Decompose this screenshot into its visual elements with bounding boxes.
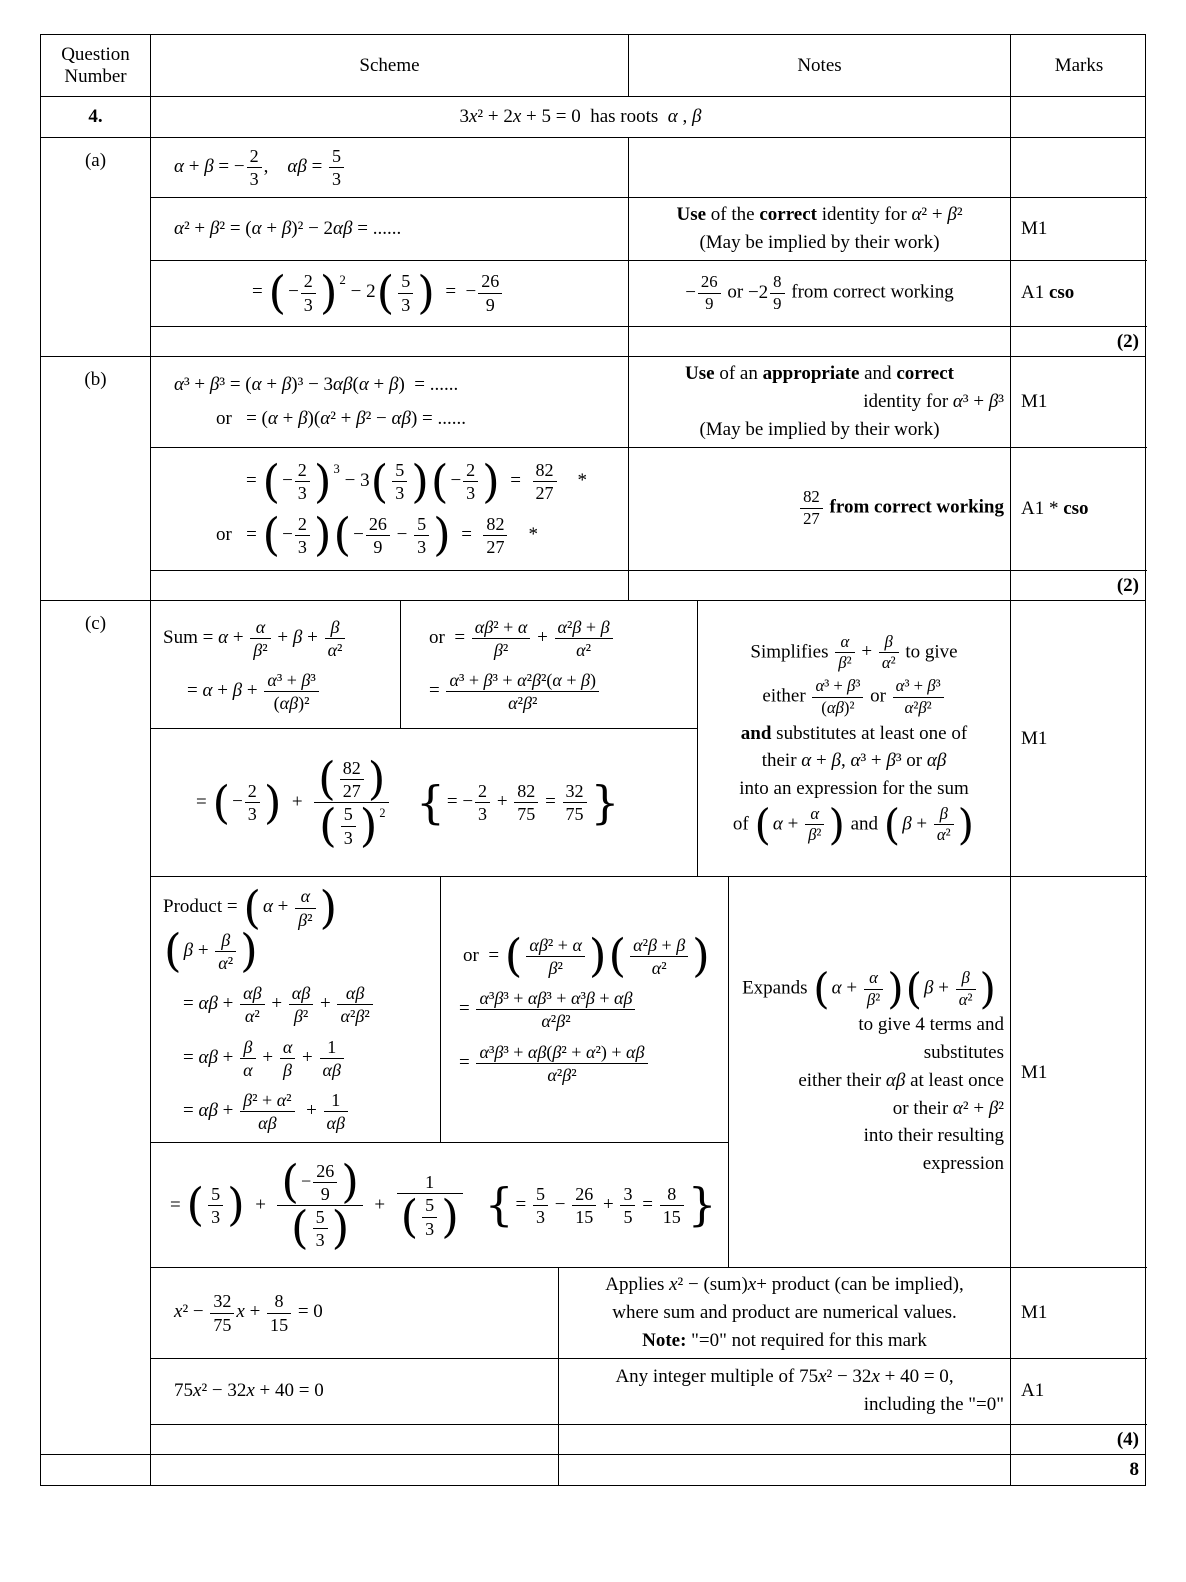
note-line: (May be implied by their work): [699, 418, 940, 440]
header-marks-col: Marks: [1054, 54, 1104, 76]
part-b-row1-marks: [1011, 357, 1147, 446]
part-c-product-notes: [729, 877, 1011, 1267]
note-line: to give 4 terms and: [858, 1014, 1004, 1036]
note-line: $\frac{82}{27}$ from correct working: [635, 488, 1004, 528]
part-c-product-group: [151, 877, 1147, 1268]
note-line: and substitutes at least one of: [740, 722, 968, 744]
note-line: either $\frac{\text{α³ + β³}}{\text{(αβ)²}}$ or $\frac{\text{α³ + β³}}{\text{α²β²}}$: [704, 677, 1004, 717]
part-c-subtotal-notes: [559, 1425, 1011, 1455]
tex-line: 8: [1129, 1459, 1139, 1481]
part-c-sum-marks: [1011, 601, 1147, 876]
tex-line: M1: [1021, 218, 1048, 240]
part-b-row1-notes: [629, 357, 1011, 446]
part-c-sum-right: [401, 601, 698, 728]
total-scheme-cell: [151, 1455, 559, 1485]
part-b-section: [41, 357, 1145, 601]
question-number-cell: 4.: [41, 97, 151, 137]
part-a-row2-scheme: [151, 198, 629, 260]
part-c-quadratic-marks: [1011, 1268, 1147, 1357]
part-b-body: [151, 357, 1147, 600]
math-line: Sum = α + $\frac{\alpha}{\text{β²}}$ + β + $\frac{\beta}{\text{α²}}$: [163, 617, 388, 660]
note-line: (May be implied by their work): [699, 231, 940, 253]
part-c-quadratic-scheme: [151, 1268, 559, 1357]
part-b-row1: [151, 357, 1147, 447]
part-c-integer-notes: [559, 1359, 1011, 1424]
part-a-row2-notes: [629, 198, 1011, 260]
question-row: [41, 97, 1145, 138]
tex-line: M1: [1021, 1302, 1048, 1324]
math-line: α + β = − $\frac{2}{3}$ , αβ = $\frac{5}{3}$: [160, 146, 619, 189]
tex-line: M1: [1021, 1061, 1048, 1083]
tex-line: M1: [1021, 391, 1048, 413]
note-line: or their α² + β²: [892, 1097, 1004, 1119]
math-line: α² + β² = (α + β)² − 2αβ = ......: [174, 218, 402, 240]
math-line: = ( − $\frac{2}{3}$ ) + ( $\frac{82}{27}$ ) ( $\frac{5}{3}$ ) $^2$ { = − $\frac{2}{3}$ + $\frac{82}{75}$ = $\frac{32}{75}$ }: [196, 752, 620, 852]
note-line: into an expression for the sum: [739, 778, 969, 799]
part-a-row3-marks: [1011, 261, 1147, 326]
header-question-col: Question Number: [41, 35, 151, 96]
math-line: = αβ + $\frac{\text{β² + α²}}{\alpha\beta}$ + $\frac{1}{\alpha\beta}$: [163, 1090, 428, 1133]
part-a-subtotal-scheme: [151, 327, 629, 357]
tex-line: A1: [1021, 1380, 1045, 1402]
total-marks-cell: [1011, 1455, 1147, 1485]
math-line: 75x² − 32x + 40 = 0: [174, 1380, 324, 1402]
math-line: = αβ + $\frac{\alpha\beta}{\text{α²}}$ + $\frac{\alpha\beta}{\text{β²}}$ + $\frac{\alpha\beta}{\text{α²β²}}$: [163, 983, 428, 1026]
part-c-product-marks: [1011, 877, 1147, 1267]
part-a-row1: [151, 138, 1147, 198]
part-a-label: (a): [41, 138, 151, 357]
question-statement-marks-cell: [1011, 97, 1147, 137]
part-a-subtotal-notes: [629, 327, 1011, 357]
part-b-row2-notes: [629, 448, 1011, 570]
total-row: [41, 1455, 1145, 1485]
part-a-row3-notes: [629, 261, 1011, 326]
math-line: or = $\frac{\text{αβ² + α}}{\text{β²}}$ + $\frac{\text{α²β + β}}{\text{α²}}$: [413, 617, 686, 660]
math-line: = ( − $\frac{2}{3}$ ) $^2$ − 2 ( $\frac{5}{3}$ ) = − $\frac{26}{9}$: [160, 271, 619, 314]
note-line: including the "=0": [863, 1394, 1004, 1416]
part-c-quadratic-row: [151, 1268, 1147, 1358]
part-b-subtotal-marks: [1011, 571, 1147, 601]
tex-line: A1 cso: [1021, 282, 1075, 304]
question-statement-cell: [151, 97, 1011, 137]
part-a-row1-scheme: [151, 138, 629, 197]
math-line: = ( − $\frac{2}{3}$ ) $^3$ − 3 ( $\frac{5}{3}$ ) ( − $\frac{2}{3}$ ) = $\frac{82}{27}$ *: [246, 454, 588, 508]
note-line: Expands ( α + $\frac{\alpha}{\text{β²}}$ ) ( β + $\frac{\beta}{\text{α²}}$ ): [742, 964, 996, 1014]
part-a-subtotal-row: [151, 327, 1147, 357]
part-c-subtotal-row: [151, 1425, 1147, 1455]
tex-line: (2): [1116, 330, 1139, 352]
note-line: Any integer multiple of 75x² − 32x + 40 = 0,: [615, 1366, 954, 1388]
part-a-row2: [151, 198, 1147, 261]
math-line: = $\frac{\text{α³β³ + αβ³ + α³β + αβ}}{\text{α²β²}}$: [453, 988, 717, 1031]
part-b-subtotal-notes: [629, 571, 1011, 601]
math-line: = α + β + $\frac{\text{α³ + β³}}{\text{(αβ)²}}$: [163, 670, 388, 713]
math-line: = $\frac{\text{α³β³ + αβ(β² + α²) + αβ}}{\text{α²β²}}$: [453, 1042, 717, 1085]
math-line: x² − $\frac{32}{75}$ x + $\frac{8}{15}$ = 0: [174, 1291, 323, 1335]
note-line: − $\frac{26}{9}$ or −2 $\frac{8}{9}$ from correct working: [685, 271, 954, 313]
part-c-section: [41, 601, 1145, 1455]
part-b-row2-marks: [1011, 448, 1147, 570]
total-question-cell: [41, 1455, 151, 1485]
header-row: [41, 35, 1145, 97]
note-line: where sum and product are numerical values.: [612, 1302, 957, 1324]
part-a-row2-marks: [1011, 198, 1147, 260]
part-c-sum-notes: [698, 601, 1011, 876]
math-line: or = ( − $\frac{2}{3}$ ) ( − $\frac{26}{9}$ − $\frac{5}{3}$ ) = $\frac{82}{27}$ *: [216, 508, 538, 562]
math-line: Product = ( α + $\frac{\alpha}{\text{β²}}$ ) ( β + $\frac{\beta}{\text{α²}}$ ): [163, 880, 338, 978]
part-c-subtotal-scheme: [151, 1425, 559, 1455]
note-line: their α + β, α³ + β³ or αβ: [761, 750, 947, 772]
part-a-row3-scheme: [151, 261, 629, 326]
part-a-body: [151, 138, 1147, 357]
note-line: of ( α + $\frac{\alpha}{\text{β²}}$ ) and ( β + $\frac{\beta}{\text{α²}}$ ): [732, 799, 975, 849]
note-line: Use of an appropriate and correct: [685, 363, 954, 385]
tex-line: M1: [1021, 728, 1048, 750]
part-c-sum-group: [151, 601, 1147, 877]
note-line: expression: [922, 1153, 1004, 1175]
part-c-quadratic-notes: [559, 1268, 1011, 1357]
part-c-sum-identities: [151, 601, 697, 729]
part-b-row2: [151, 448, 1147, 571]
part-c-integer-row: [151, 1359, 1147, 1425]
part-c-integer-scheme: [151, 1359, 559, 1424]
math-line: or = (α + β)(α² + β² − αβ) = ......: [216, 408, 466, 430]
part-b-label: (b): [41, 357, 151, 600]
math-line: = $\frac{\text{α³ + β³ + α²β²(α + β)}}{\text{α²β²}}$: [413, 670, 686, 713]
tex-line: (2): [1116, 574, 1139, 596]
part-c-product-left: [151, 877, 441, 1142]
math-line: α³ + β³ = (α + β)³ − 3αβ(α + β) = ......: [174, 374, 459, 396]
math-line: = ( $\frac{5}{3}$ ) + ( − $\frac{26}{9}$ ) ( $\frac{5}{3}$ ) + 1 ( $\frac{5}{3}$ ) { = $\frac{5}{3}$ − $\frac{26}{15}$ + $\frac{3}{5}$ = $\frac{8}{15}$ }: [170, 1154, 717, 1255]
note-line: either their αβ at least once: [798, 1069, 1004, 1091]
note-line: identity for α³ + β³: [863, 391, 1004, 413]
math-line: = αβ + $\frac{\beta}{\alpha}$ + $\frac{\alpha}{\beta}$ + $\frac{1}{\alpha\beta}$: [163, 1037, 428, 1080]
total-notes-cell: [559, 1455, 1011, 1485]
tex-line: 3x² + 2x + 5 = 0 has roots α , β: [459, 106, 702, 127]
part-c-integer-marks: [1011, 1359, 1147, 1424]
note-line: Applies x² − (sum)x+ product (can be implied),: [605, 1274, 964, 1296]
note-line: substitutes: [923, 1042, 1004, 1064]
header-scheme-col: Scheme: [151, 35, 629, 96]
math-line: or = ( $\frac{\text{αβ² + α}}{\text{β²}}$ ) ( $\frac{\text{α²β + β}}{\text{α²}}$ ): [463, 929, 710, 983]
part-b-row1-scheme: [151, 357, 629, 446]
part-c-label: (c): [41, 601, 151, 1454]
note-line: into their resulting: [863, 1125, 1004, 1147]
part-c-product-identities: [151, 877, 728, 1143]
part-b-row2-scheme: [151, 448, 629, 570]
tex-line: A1 * cso: [1021, 497, 1089, 519]
part-c-product-right: [441, 877, 729, 1142]
part-a-row3: [151, 261, 1147, 327]
part-c-product-evaluation: [151, 1143, 728, 1267]
note-line: Use of the correct identity for α² + β²: [676, 204, 963, 226]
part-c-sum-left: [151, 601, 401, 728]
tex-line: (4): [1116, 1428, 1139, 1450]
part-c-product-scheme-stack: [151, 877, 729, 1267]
part-a-row1-marks: [1011, 138, 1147, 197]
part-c-sum-scheme-stack: [151, 601, 698, 876]
part-c-body: [151, 601, 1147, 1454]
part-a-row1-notes: [629, 138, 1011, 197]
mark-scheme-table: [40, 34, 1146, 1486]
note-line: Note: "=0" not required for this mark: [642, 1329, 927, 1351]
part-b-subtotal-scheme: [151, 571, 629, 601]
part-a-section: [41, 138, 1145, 358]
part-b-subtotal-row: [151, 571, 1147, 601]
part-a-subtotal-marks: [1011, 327, 1147, 357]
part-c-subtotal-marks: [1011, 1425, 1147, 1455]
note-line: Simplifies $\frac{\alpha}{\text{β²}}$ + $\frac{\beta}{\text{α²}}$ to give: [750, 631, 958, 673]
part-c-sum-evaluation: [151, 729, 697, 876]
header-notes-col: Notes: [629, 35, 1011, 96]
